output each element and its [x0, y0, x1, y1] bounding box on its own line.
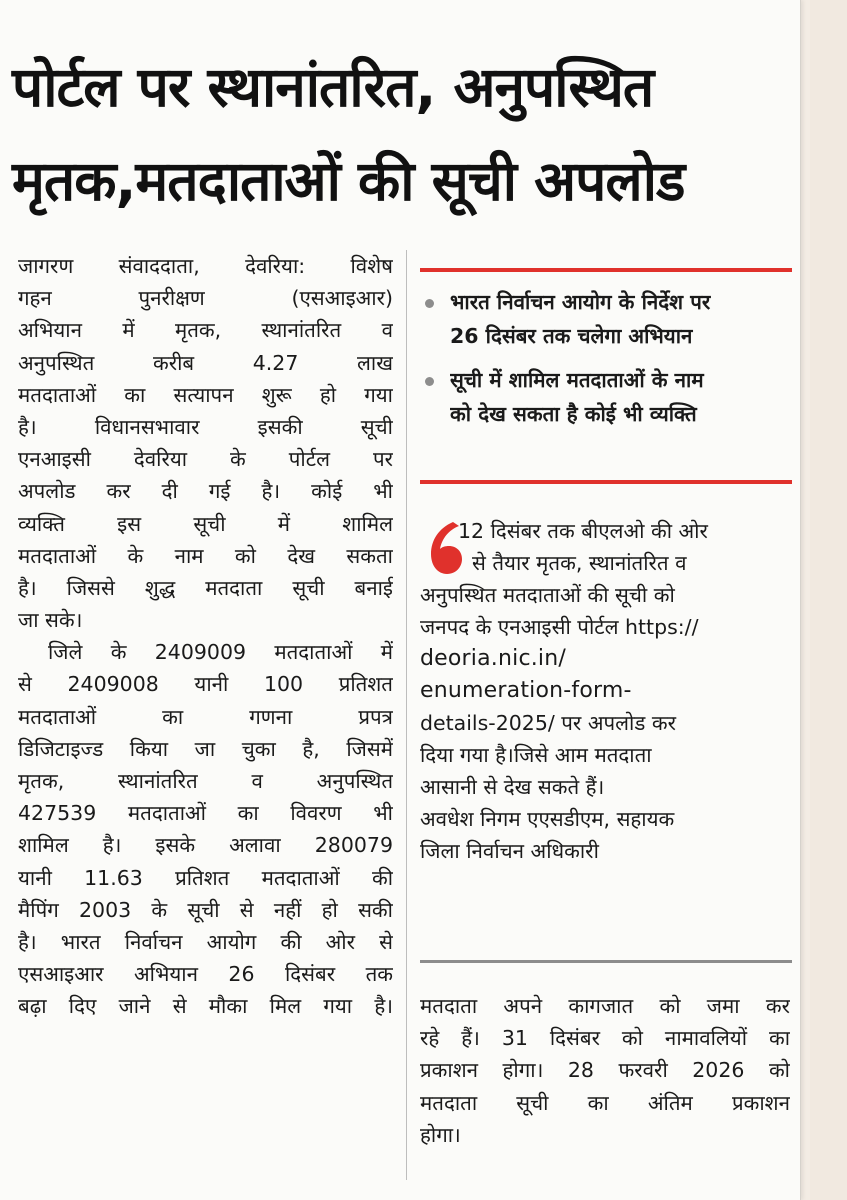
- text-line: यानी 11.63 प्रतिशत मतदाताओं की: [18, 865, 393, 890]
- text-line: मतदाताओं का गणना प्रपत्र: [18, 704, 393, 729]
- quote-line: जनपद के एनआइसी पोर्टल https://: [420, 615, 699, 639]
- highlight-line: सूची में शामिल मतदाताओं के नाम: [450, 368, 704, 392]
- text-line: अपलोड कर दी गई है। कोई भी: [18, 479, 393, 504]
- quote-block: [420, 515, 792, 867]
- text-line: 427539 मतदाताओं का विवरण भी: [18, 801, 393, 826]
- text-line: अनुपस्थित करीब 4.27 लाख: [18, 350, 393, 375]
- quote-line: details-2025/ पर अपलोड कर: [420, 711, 676, 735]
- text-line: है। भारत निर्वाचन आयोग की ओर से: [18, 929, 393, 954]
- paragraph-1: [18, 250, 393, 636]
- highlight-line: 26 दिसंबर तक चलेगा अभियान: [450, 324, 693, 348]
- text-line: जागरण संवाददाता, देवरिया: विशेष: [18, 254, 393, 278]
- text-line: अभियान में मृतक, स्थानांतरित व: [18, 318, 393, 343]
- text-line: जा सके।: [18, 608, 83, 633]
- text-line: मृतक, स्थानांतरित व अनुपस्थित: [18, 769, 393, 794]
- text-line: से 2409008 यानी 100 प्रतिशत: [18, 672, 393, 697]
- quote-bottom-rule: [420, 960, 792, 963]
- text-line: है। विधानसभावार इसकी सूची: [18, 414, 393, 439]
- text-line: मतदाताओं के नाम को देख सकता: [18, 543, 393, 568]
- highlights-box: [420, 285, 790, 441]
- text-line: मतदाता सूची का अंतिम प्रकाशन: [420, 1090, 790, 1115]
- bullet-icon: [425, 377, 434, 386]
- text-line: एसआइआर अभियान 26 दिसंबर तक: [18, 962, 393, 987]
- highlight-line: भारत निर्वाचन आयोग के निर्देश पर: [450, 290, 711, 314]
- highlight-item: [420, 363, 790, 431]
- bullet-icon: [425, 299, 434, 308]
- headline: [12, 40, 792, 228]
- quote-line: से तैयार मृतक, स्थानांतरित व: [472, 551, 687, 575]
- text-line: है। जिससे शुद्ध मतदाता सूची बनाई: [18, 575, 393, 600]
- text-line: जिले के 2409009 मतदाताओं में: [48, 640, 393, 665]
- headline-line-2: मृतक,मतदाताओं की सूची अपलोड: [12, 149, 685, 213]
- highlight-item: [420, 285, 790, 353]
- text-line: व्यक्ति इस सूची में शामिल: [18, 511, 393, 536]
- background-strip: [810, 0, 847, 1200]
- right-column-paragraph: [420, 990, 790, 1151]
- left-column: [18, 250, 393, 1023]
- text-line: मैपिंग 2003 के सूची से नहीं हो सकी: [18, 897, 393, 922]
- paragraph-2: [18, 636, 393, 1022]
- quote-url-line: deoria.nic.in/: [420, 646, 567, 671]
- text-line: मतदाता अपने कागजात को जमा कर: [420, 994, 790, 1018]
- quote-attribution: अवधेश निगम एएसडीएम, सहायक: [420, 807, 675, 831]
- text-line: बढ़ा दिए जाने से मौका मिल गया है।: [18, 994, 393, 1019]
- text-line: गहन पुनरीक्षण (एसआइआर): [18, 286, 393, 311]
- quote-line: दिया गया है।जिसे आम मतदाता: [420, 743, 652, 767]
- text-line: डिजिटाइज्ड किया जा चुका है, जिसमें: [18, 736, 393, 761]
- headline-line-1: पोर्टल पर स्थानांतरित, अनुपस्थित: [12, 55, 654, 119]
- highlight-bottom-rule: [420, 480, 792, 484]
- quote-line: अनुपस्थित मतदाताओं की सूची को: [420, 583, 675, 607]
- quote-attribution: जिला निर्वाचन अधिकारी: [420, 839, 599, 863]
- text-line: होगा।: [420, 1122, 461, 1147]
- text-line: मतदाताओं का सत्यापन शुरू हो गया: [18, 382, 393, 407]
- text-line: एनआइसी देवरिया के पोर्टल पर: [18, 447, 393, 472]
- highlight-line: को देख सकता है कोई भी व्यक्ति: [450, 402, 697, 426]
- text-line: प्रकाशन होगा। 28 फरवरी 2026 को: [420, 1058, 790, 1083]
- column-divider: [406, 250, 407, 1180]
- quote-line: आसानी से देख सकते हैं।: [420, 775, 605, 799]
- highlight-top-rule: [420, 268, 792, 272]
- text-line: रहे हैं। 31 दिसंबर को नामावलियों का: [420, 1026, 790, 1051]
- quote-url-line: enumeration-form-: [420, 678, 632, 703]
- quote-line: 12 दिसंबर तक बीएलओ की ओर: [458, 519, 708, 543]
- text-line: शामिल है। इसके अलावा 280079: [18, 833, 393, 858]
